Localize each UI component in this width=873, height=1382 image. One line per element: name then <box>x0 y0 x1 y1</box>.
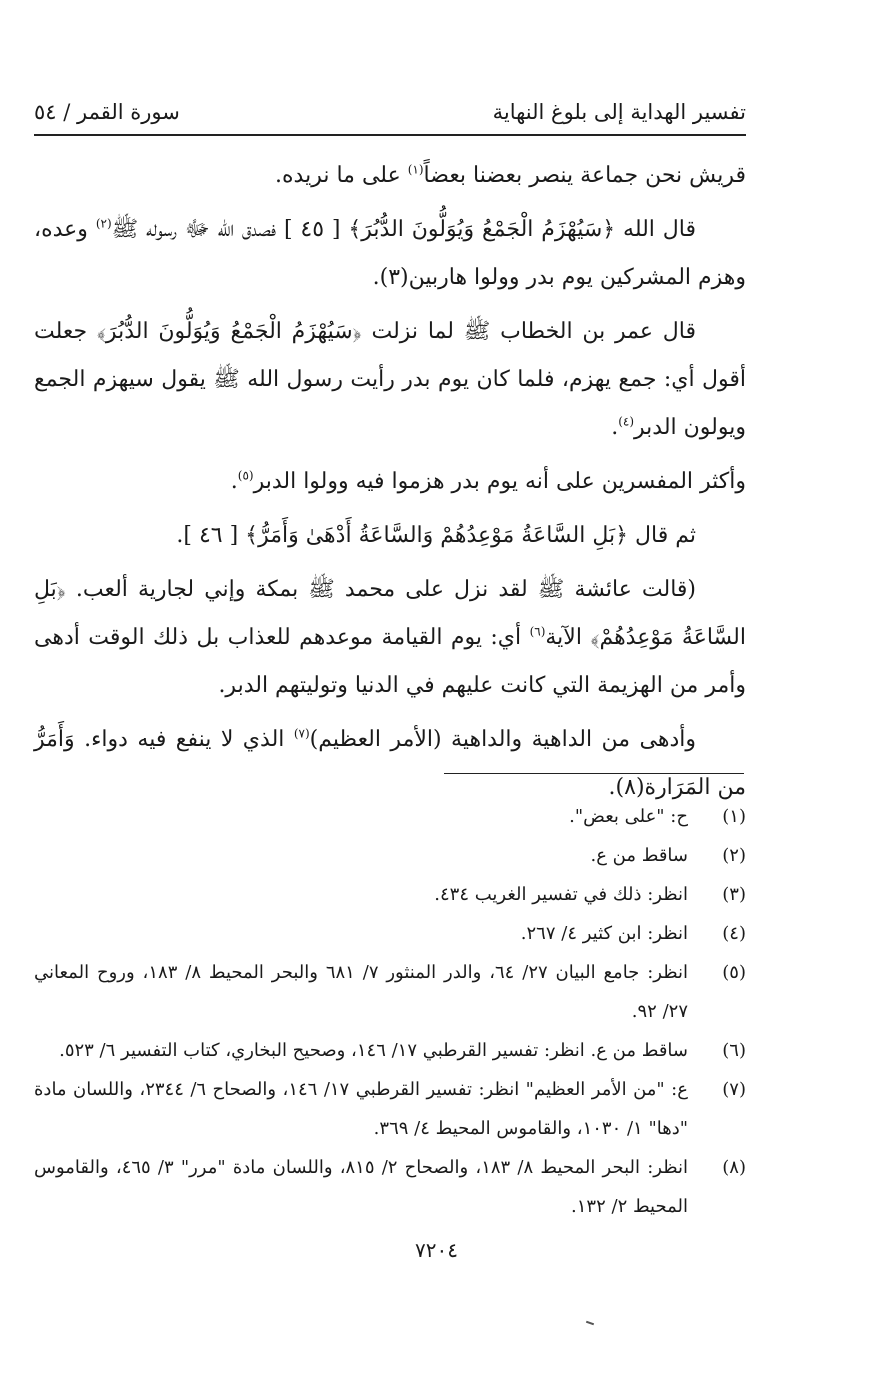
running-header <box>34 94 746 130</box>
paragraph: (قالت عائشة ﷺ لقد نزل على محمد ﷺ بمكة وإني لجارية ألعب. ﴿بَلِ السَّاعَةُ مَوْعِدُهُمْ﴾ الآية$^{(٦)}$ أي: يوم القيامة موعدهم للعذاب بل ذلك الوقت أدهى وأمر من الهزيمة التي كانت عليهم في الدنيا وتوليتهم الدبر. <box>34 577 746 698</box>
footnote: (٤) انظر: ابن كثير ٤/ ٢٦٧. <box>520 923 746 944</box>
footnotes <box>34 797 746 1226</box>
footnote: (٨) انظر: البحر المحيط ٨/ ١٨٣، والصحاح ٢/ ٨١٥، واللسان مادة "مرر" ٣/ ٤٦٥، والقاموس المحيط ٢/ ١٣٢. <box>34 1157 746 1217</box>
scan-mark <box>586 1321 594 1326</box>
paragraph: وأكثر المفسرين على أنه يوم بدر هزموا فيه وولوا الدبر$^{(٥)}$. <box>230 468 746 494</box>
surah-label: سورة القمر / ٥٤ <box>34 100 180 124</box>
footnote: (٣) انظر: ذلك في تفسير الغريب ٤٣٤. <box>434 884 746 905</box>
footnote: (٧) ع: "من الأمر العظيم" انظر: تفسير القرطبي ١٧/ ١٤٦، والصحاح ٦/ ٢٣٤٤، واللسان مادة "دها" ١/ ١٠٣٠، والقاموس المحيط ٤/ ٣٦٩. <box>34 1079 746 1139</box>
footnote: (٦) ساقط من ع. انظر: تفسير القرطبي ١٧/ ١٤٦، وصحيح البخاري، كتاب التفسير ٦/ ٥٢٣. <box>59 1040 746 1061</box>
footnote: (١) ح: "على بعض". <box>569 806 746 827</box>
footnote: (٥) انظر: جامع البيان ٢٧/ ٦٤، والدر المنثور ٧/ ٦٨١ والبحر المحيط ٨/ ١٨٣، وروح المعاني ٢٧/ ٩٢. <box>34 962 746 1022</box>
page-number: ٧٢٠٤ <box>415 1238 458 1262</box>
paragraph: قريش نحن جماعة ينصر بعضنا بعضاً$^{(١)}$ على ما نريده. <box>275 162 746 188</box>
main-text <box>34 152 746 818</box>
paragraph: ثم قال ﴿بَلِ السَّاعَةُ مَوْعِدُهُمْ وَالسَّاعَةُ أَدْهَىٰ وَأَمَرُّ﴾ [ ٤٦ ]. <box>176 523 696 548</box>
footnote-rule <box>444 773 744 774</box>
paragraph: قال عمر بن الخطاب ﷺ لما نزلت ﴿سَيُهْزَمُ الْجَمْعُ وَيُوَلُّونَ الدُّبُرَ﴾ جعلت أقول أي: جمع يهزم، فلما كان يوم بدر رأيت رسول الله ﷺ يقول سيهزم الجمع ويولون الدبر$^{(٤)}$. <box>34 319 746 440</box>
paragraph: وأدهى من الداهية والداهية (الأمر العظيم)$^{(٧)}$ الذي لا ينفع فيه دواء. وَأَمَرُّ من المَرَارة(٨). <box>34 726 746 800</box>
header-rule <box>34 134 746 136</box>
book-title: تفسير الهداية إلى بلوغ النهاية <box>492 100 746 124</box>
paragraph: قال الله ﴿سَيُهْزَمُ الْجَمْعُ وَيُوَلُّونَ الدُّبُرَ﴾ [ ٤٥ ] فصدق الله ﷻ رسوله ﷺ$^{(٢)}$ وعده، وهزم المشركين يوم بدر وولوا هاربين(٣). <box>34 216 746 290</box>
footnote: (٢) ساقط من ع. <box>590 845 746 866</box>
